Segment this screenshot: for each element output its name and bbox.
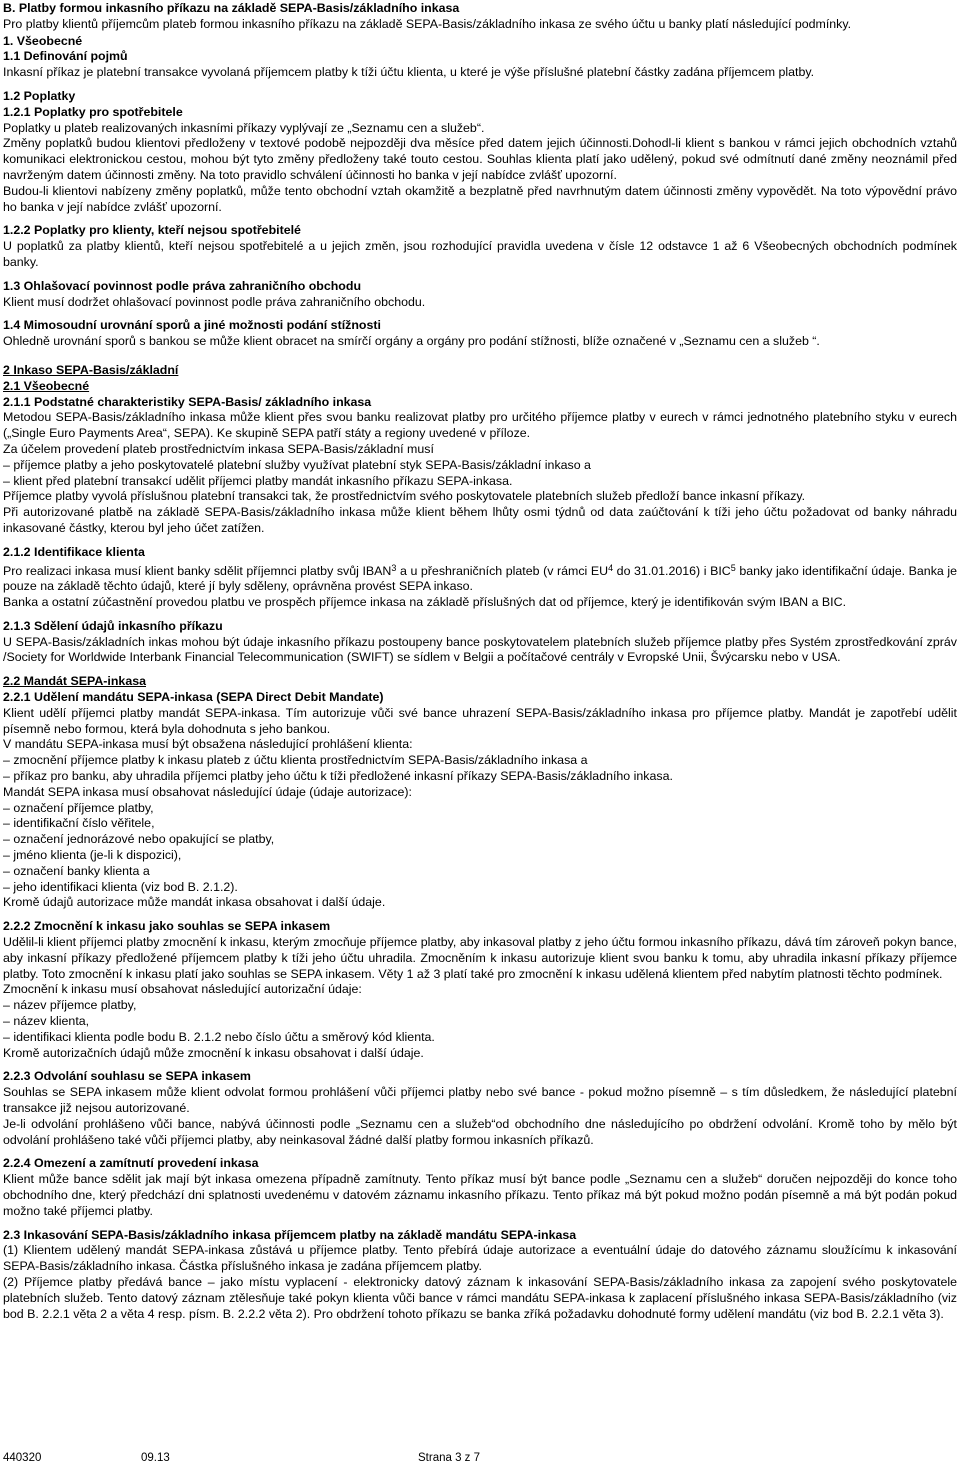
heading-2-2-2: 2.2.2 Zmocnění k inkasu jako souhlas se SEPA inkasem (3, 919, 331, 934)
heading-2: 2 Inkaso SEPA-Basis/základní (3, 362, 179, 377)
intro-paragraph: Pro platby klientů příjemcům plateb formou inkasního příkazu na základě SEPA-Basis/základního inkasa ze svého účtu u banky platí následující podmínky. (3, 16, 852, 31)
paragraph-2-2-3a: Souhlas se SEPA inkasem může klient odvolat formou prohlášení vůči příjemci platby nebo své bance - pokud možno písemně – s tím důsledkem, že následující platební transakce již nejsou autorizované. (3, 1085, 957, 1115)
heading-1-2-1: 1.2.1 Poplatky pro spotřebitele (3, 104, 183, 119)
heading-2-2-4: 2.2.4 Omezení a zamítnutí provedení inkasa (3, 1156, 259, 1171)
footnote-ref-5: 5 (730, 562, 736, 573)
document-page (3, 1, 957, 1322)
section-title-b: B. Platby formou inkasního příkazu na základě SEPA-Basis/základního inkasa (3, 1, 460, 15)
paragraph-2-2-1b: V mandátu SEPA-inkasa musí být obsažena následující prohlášení klienta: (3, 737, 413, 752)
paragraph-2-1-1c: – příjemce platby a jeho poskytovatelé platební služby využívat platební styk SEPA-Basis/základní inkaso a (3, 457, 591, 472)
list-item: – identifikaci klienta podle bodu B. 2.1.2 nebo číslo účtu a směrový kód klienta. (3, 1029, 435, 1044)
heading-2-1: 2.1 Všeobecné (3, 378, 90, 393)
list-item: – název klienta, (3, 1014, 90, 1029)
paragraph-2-1-1d: – klient před platební transakcí udělit příjemci platby mandát inkasního příkazu SEPA-inkasa. (3, 473, 513, 488)
heading-2-2: 2.2 Mandát SEPA-inkasa (3, 674, 146, 689)
list-item: – identifikační číslo věřitele, (3, 816, 155, 831)
paragraph-1-3: Klient musí dodržet ohlašovací povinnost podle práva zahraničního obchodu. (3, 294, 426, 309)
paragraph-2-2-2c: Kromě autorizačních údajů může zmocnění k inkasu obsahovat i další údaje. (3, 1045, 424, 1060)
heading-1: 1. Všeobecné (3, 33, 83, 48)
heading-1-4: 1.4 Mimosoudní urovnání sporů a jiné možnosti podání stížnosti (3, 318, 381, 333)
list-item: – označení příjemce platby, (3, 800, 154, 815)
paragraph-2-1-3: U SEPA-Basis/základních inkas mohou být údaje inkasního příkazu postoupeny bance poskytovatelem platebních služeb příjemce platby přes Systém zprostředkování zpráv /Society for Worldwide Interbank Financial Telecommunication (SWIFT) se sídlem v Belgii a počítačové centrály v Evropské Unii, Švýcarsku nebo v USA. (3, 634, 957, 665)
heading-2-2-1: 2.2.1 Udělení mandátu SEPA-inkasa (SEPA Direct Debit Mandate) (3, 690, 384, 705)
heading-1-1: 1.1 Definování pojmů (3, 49, 128, 64)
list-item: – označení banky klienta a (3, 863, 150, 878)
paragraph-2-2-4: Klient může bance sdělit jak mají být inkasa omezena případně zamítnuty. Tento příkaz musí být bance podle „Seznamu cen a služeb“ doručen nejpozději do konce toho obchodního dne, který předchází dni splatnosti uvedenému v datovém záznamu inkasního příkazu. Tento příkaz má být pokud možno podán písemně a má být podán pokud možno také příjemci platby. (3, 1172, 957, 1218)
heading-2-1-3: 2.1.3 Sdělení údajů inkasního příkazu (3, 618, 223, 633)
paragraph-2-3a: (1) Klientem udělený mandát SEPA-inkasa zůstává u příjemce platby. Tento přebírá údaje autorizace a eventuální údaje do datového záznamu sloužícímu k inkasování SEPA-Basis/základního inkasa. Částka příslušného inkasa je zadána příjemcem platby. (3, 1243, 957, 1274)
paragraph-2-2-1f: Kromě údajů autorizace může mandát inkasa obsahovat i další údaje. (3, 895, 386, 910)
heading-2-1-1: 2.1.1 Podstatné charakteristiky SEPA-Basis/ základního inkasa (3, 394, 372, 409)
paragraph-2-2-1c: – zmocnění příjemce platby k inkasu plateb z účtu klienta prostřednictvím SEPA-Basis/základního inkasa a (3, 753, 588, 768)
paragraph-2-2-1d: – příkaz pro banku, aby uhradila příjemci platby jeho účtu k tíži předložené inkasní příkazy SEPA-Basis/základního inkasa. (3, 769, 673, 784)
heading-1-2-2: 1.2.2 Poplatky pro klienty, kteří nejsou spotřebitelé (3, 223, 301, 238)
document-code: 440320 (3, 1452, 42, 1464)
paragraph-2-1-2a: Pro realizaci inkasa musí klient banky sdělit příjemnci platby svůj IBAN$^3$ a u přeshraničních plateb (v rámci $EU^4$ do 31.01.2016) i BIC$^5$ banky jako identifikační údaje. Banka je pouze na základě těchto údajů, které jí byly sděleny, oprávněna provést SEPA inkaso. (3, 562, 957, 594)
heading-2-3: 2.3 Inkasování SEPA-Basis/základního inkasa příjemcem platby na základě mandátu SEPA-inkasa (3, 1227, 577, 1242)
paragraph-1-1: Inkasní příkaz je platební transakce vyvolaná příjemcem platby k tíži účtu klienta, u které je výše příslušné platební částky zadána příjemcem platby. (3, 65, 815, 80)
paragraph-1-2-1a: Poplatky u plateb realizovaných inkasními příkazy vyplývají ze „Seznamu cen a služeb“. (3, 120, 485, 135)
paragraph-2-1-1f: Při autorizované platbě na základě SEPA-Basis/základního inkasa může klient během lhůty osmi týdnů od data zaúčtování k tíži jeho účtu požadovat od banky náhradu inkasované částky, kterou byl jeho účet zatížen. (3, 505, 957, 535)
paragraph-2-1-1b: Za účelem provedení plateb prostřednictvím inkasa SEPA-Basis/základní musí (3, 441, 434, 456)
page-number: Strana 3 z 7 (418, 1452, 481, 1464)
paragraph-2-1-2b: Banka a ostatní zúčastnění provedou platbu ve prospěch příjemce inkasa na základě příslušných dat od příjemce, který je identifikován svým IBAN a BIC. (3, 595, 847, 610)
paragraph-2-2-2b: Zmocnění k inkasu musí obsahovat následující autorizační údaje: (3, 982, 362, 997)
footnote-ref-4: 4 (608, 562, 614, 573)
paragraph-2-2-2a: Udělil-li klient příjemci platby zmocnění k inkasu, kterým zmocňuje příjemce platby, aby inkasoval platby z jeho účtu formou inkasního příkazu, dává tím zároveň pokyn bance, aby inkasní příkazy předložené příjemcem platby k tíži jeho účtu uhradila. Zmocněním k inkasu autorizuje klient svou banku k tomu, aby uhradila inkasní příkazy příjemce platby. Toto zmocnění k inkasu platí jako souhlas se SEPA inkasem. Věty 1 až 3 platí také pro zmocnění k inkasu udělená klientem před nabytím platnosti těchto podmínek. (3, 935, 957, 981)
list-item: – jeho identifikaci klienta (viz bod B. 2.1.2). (3, 879, 238, 894)
paragraph-2-2-1e: Mandát SEPA inkasa musí obsahovat následující údaje (údaje autorizace): (3, 784, 412, 799)
document-date: 09.13 (141, 1452, 170, 1464)
paragraph-2-1-1a: Metodou SEPA-Basis/základního inkasa může klient přes svou banku realizovat platby pro určitého příjemce platby v eurech v rámci jednotného platebního styku v eurech („Single Euro Payments Area“, SEPA). Ke skupině SEPA patří státy a regiony uvedené v příloze. (3, 410, 957, 441)
footnote-ref-3: 3 (391, 562, 397, 573)
heading-2-1-2: 2.1.2 Identifikace klienta (3, 544, 145, 559)
paragraph-1-2-1b: Změny poplatků budou klientovi předloženy v textové podobě nejpozději dva měsíce před datem jejich účinnosti.Dohodl-li klient s bankou v rámci jejich obchodních vztahů komunikaci elektronickou cestou, mohou být tyto změny předloženy také touto cestou. Souhlas klienta platí jako udělený, pokud své odmítnutí dané změny neoznámil před navrženým datem účinnosti změny. Na toto pravidlo schválení účinnosti ho banka v její nabídce zvlášť upozorní. (3, 136, 957, 182)
paragraph-2-3b: (2) Příjemce platby předává bance – jako místu vyplacení - elektronicky datový záznam k inkasování SEPA-Basis/základního inkasa za zapojení svého poskytovatele platebních služeb. Tento datový záznam ztělesňuje také pokyn klienta vůči bance v rámci mandátu SEPA-inkasa k zaplacení příslušného inkasa SEPA-Basis/základního (viz bod B. 2.2.1 věta 2 a věta 4 resp. písm. B. 2.2.2 věta 2). Pro obdržení tohoto příkazu se banka zříká požadavku dohodnuté formy udělení mandátu (viz bod B. 2.2.1 věta 3). (3, 1274, 957, 1321)
heading-1-2: 1.2 Poplatky (3, 88, 76, 103)
paragraph-1-2-2: U poplatků za platby klientů, kteří nejsou spotřebitelé a u jejich změn, jsou rozhodující pravidla uvedena v čísle 12 odstavce 1 až 6 Všeobecných obchodních podmínek banky. (3, 239, 957, 269)
paragraph-2-1-1e: Příjemce platby vyvolá příslušnou platební transakci tak, že prostřednictvím svého poskytovatele platebních služeb předloží bance inkasní příkazy. (3, 489, 806, 504)
paragraph-2-2-1a: Klient udělí příjemci platby mandát SEPA-inkasa. Tím autorizuje vůči své bance uhrazení SEPA-Basis/základního inkasa pro příjemce platby. Mandát je zapotřebí udělit písemně nebo formou, která byla dohodnuta s jeho bankou. (3, 705, 957, 736)
list-item: – jméno klienta (je-li k dispozici), (3, 848, 182, 863)
list-item: – označení jednorázové nebo opakující se platby, (3, 832, 275, 847)
heading-2-2-3: 2.2.3 Odvolání souhlasu se SEPA inkasem (3, 1069, 251, 1084)
paragraph-1-2-1c: Budou-li klientovi nabízeny změny poplatků, může tento obchodní vztah okamžitě a bezplatně před navrhnutým datem účinnosti změny vypovědět. Na toto výpovědní právo ho banka v její nabídce zvlášť upozorní. (3, 183, 957, 214)
paragraph-2-2-3b: Je-li odvolání prohlášeno vůči bance, nabývá účinnosti podle „Seznamu cen a služeb“od obchodního dne následujícího po obdržení odvolání. Kromě toho by mělo být odvolání prohlášeno také vůči příjemci platby, aby neinkasoval žádné další platby formou inkasních příkazů. (3, 1116, 957, 1147)
list-item: – název příjemce platby, (3, 998, 137, 1013)
heading-1-3: 1.3 Ohlašovací povinnost podle práva zahraničního obchodu (3, 278, 362, 293)
paragraph-1-4: Ohledně urovnání sporů s bankou se může klient obracet na smírčí orgány a orgány pro podání stížnosti, blíže označené v „Seznamu cen a služeb “. (3, 334, 820, 349)
